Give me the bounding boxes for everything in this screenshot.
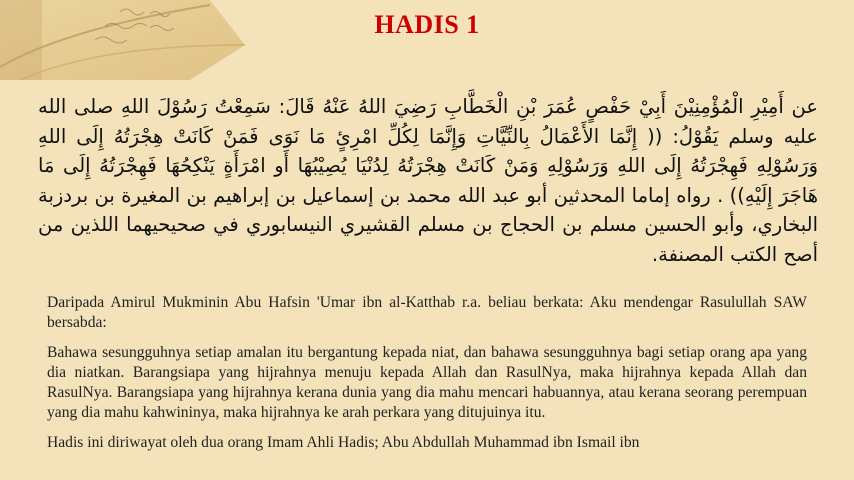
translation-paragraph-3: Hadis ini diriwayat oleh dua orang Imam Ahli Hadis; Abu Abdullah Muhammad ibn Ismail ibn (47, 434, 640, 451)
arabic-hadith-text: عن أَمِيْرِ الْمُؤْمِنِيْنَ أَبِيْ حَفْصٍ عُمَرَ بْنِ الْخَطَّابِ رَضِيَ اللهُ عَنْهُ قَالَ: سَمِعْتُ رَسُوْلَ اللهِ صلى الله عليه وسلم يَقُوْلُ: (( إِنَّمَا الأَعْمَالُ بِالنِّيَّاتِ وَإِنَّمَا لِكُلِّ امْرِئٍ مَا نَوَى فَمَنْ كَانَتْ هِجْرَتُهُ إِلَى اللهِ وَرَسُوْلِهِ فَهِجْرَتُهُ إِلَى اللهِ وَرَسُوْلِهِ وَمَنْ كَانَتْ هِجْرَتُهُ لِدُنْيَا يُصِيْبُهَا أَو امْرَأَةٍ يَنْكِحُهَا فَهِجْرَتُهُ إِلَى مَا هَاجَرَ إِلَيْهِ)) . رواه إماما المحدثين أبو عبد الله محمد بن إسماعيل بن إبراهيم بن المغيرة بن بردزبة البخاري، وأبو الحسين مسلم بن الحجاج بن مسلم القشيري النيسابوري في صحيحيهما اللذين من أصح الكتب المصنفة. (38, 95, 818, 266)
translation-paragraph-2: Bahawa sesungguhnya setiap amalan itu bergantung kepada niat, dan bahawa sesungguhnya bagi setiap orang apa yang dia niatkan. Barangsiapa yang hijrahnya menuju kepada Allah dan RasulNya, maka hijrahnya kepada Allah dan RasulNya. Barangsiapa yang hijrahnya kerana dunia yang dia mahu mencari habuannya, atau kerana seorang perempuan yang dia mahu kahwininya, maka hijrahnya ke arah perkara yang ditujuinya itu. (47, 344, 807, 421)
translation-paragraph-1: Daripada Amirul Mukminin Abu Hafsin 'Umar ibn al-Katthab r.a. beliau berkata: Aku mendengar Rasulullah SAW bersabda: (47, 294, 807, 331)
malay-translation (47, 293, 807, 463)
page-title: HADIS 1 (374, 10, 480, 39)
